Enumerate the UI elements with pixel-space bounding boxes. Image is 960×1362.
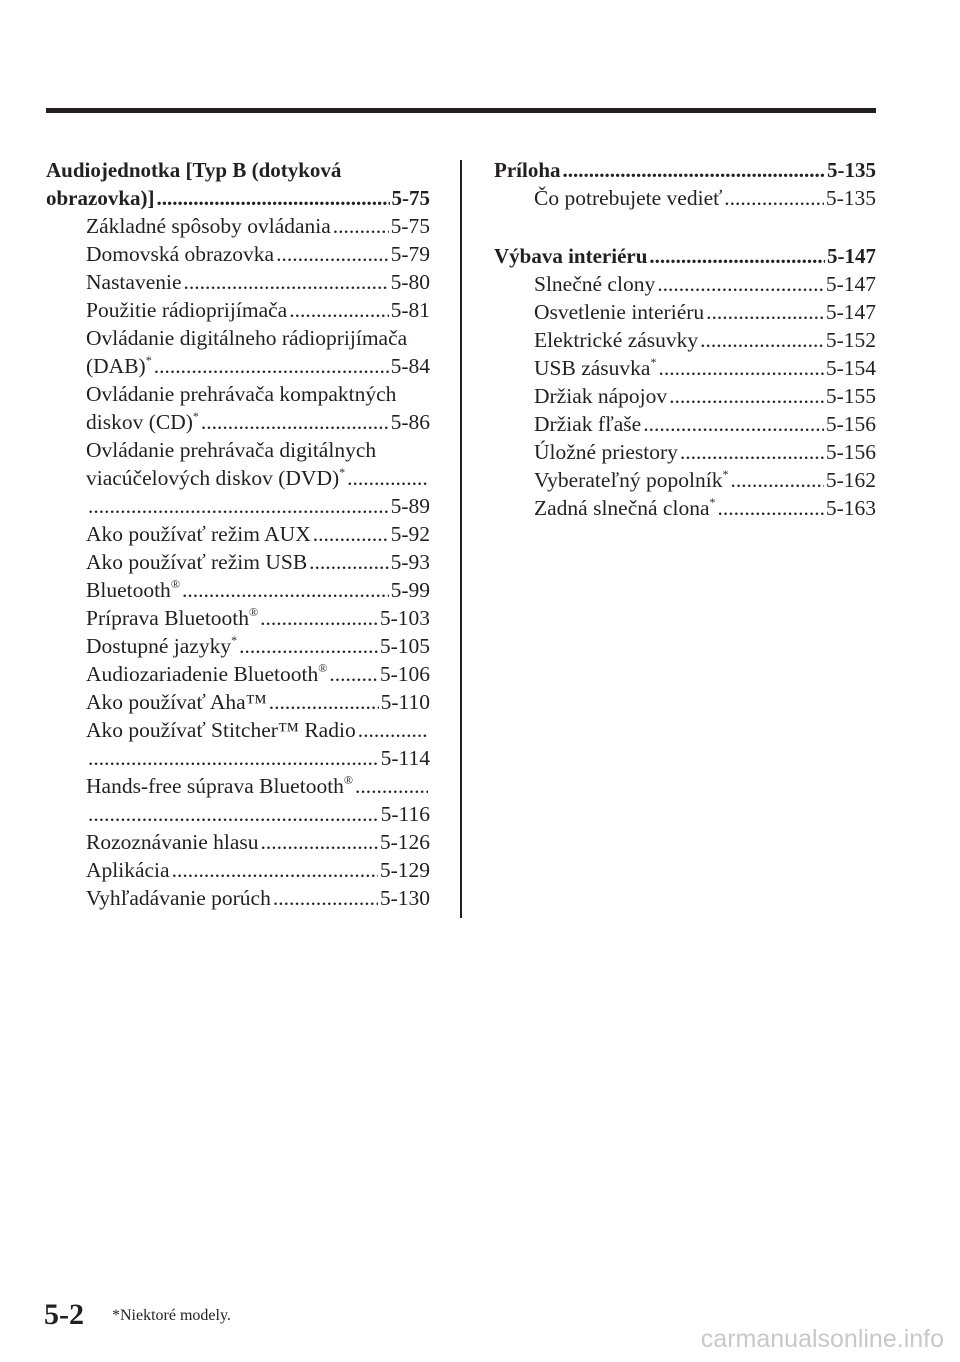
toc-entry[interactable] [46,856,430,884]
toc-page: 5-79 [390,242,430,266]
toc-entry[interactable] [46,632,430,660]
toc-title-text: viacúčelových diskov (DVD) [86,466,340,490]
toc-title [534,466,728,494]
toc-leader [88,744,379,772]
toc-entry[interactable] [494,410,876,438]
appendix-toc-list [494,184,876,212]
watermark: carmanualsonline.info [700,1325,944,1353]
toc-title-text: Nastavenie [86,270,182,294]
toc-leader [201,408,389,436]
toc-entry[interactable] [46,576,430,604]
toc-leader [643,410,824,438]
toc-title-text: Základné spôsoby ovládania [86,214,331,238]
toc-leader [88,800,379,828]
toc-title [86,716,356,744]
toc-page: 5-86 [390,410,430,434]
toc-title [534,298,704,326]
toc-title-text: USB zásuvka [534,356,651,380]
toc-title-text: Audiozariadenie Bluetooth [86,662,319,686]
toc-entry[interactable] [46,268,430,296]
toc-entry[interactable] [494,382,876,410]
toc-entry[interactable] [46,688,430,716]
toc-title [86,660,327,688]
toc-page: 5-75 [390,214,430,238]
toc-leader [154,352,389,380]
interior-toc-list [494,270,876,522]
toc-title [86,520,311,548]
toc-title [534,494,716,522]
toc-leader [718,494,824,522]
toc-entry[interactable] [46,772,430,800]
toc-leader [333,212,389,240]
toc-leader [329,660,377,688]
toc-title-text: Čo potrebujete vedieť [534,186,723,210]
toc-title-text: Slnečné clony [534,272,656,296]
toc-page: 5-93 [390,550,430,574]
toc-leader [649,242,825,270]
toc-page: 5-130 [379,886,430,910]
toc-leader [172,856,378,884]
toc-title-text: Elektrické zásuvky [534,328,699,352]
toc-leader [289,296,388,324]
toc-title [86,212,331,240]
footnote-asterisk: * [650,354,657,369]
toc-title [86,772,353,800]
toc-page: 5-110 [380,690,430,714]
toc-title [534,184,722,212]
toc-wrapped-line: Ovládanie digitálneho rádioprijímača [86,326,408,350]
toc-title [86,688,267,716]
toc-title-text: Osvetlenie interiéru [534,300,705,324]
toc-entry[interactable] [46,408,430,436]
left-toc-list [46,212,430,912]
toc-title-text: Zadná slnečná clona [534,496,710,520]
toc-page: 5-99 [390,578,430,602]
toc-title [534,326,698,354]
toc-page: 5-114 [380,746,430,770]
toc-page: 5-155 [825,384,876,408]
toc-title-text: Dostupné jazyky [86,634,232,658]
toc-leader [724,184,824,212]
toc-leader [260,604,378,632]
registered-mark: ® [249,604,259,619]
toc-entry[interactable] [46,744,430,772]
section-gap [494,212,876,242]
toc-page: 5-75 [391,186,430,210]
toc-entry[interactable] [494,466,876,494]
toc-leader [269,688,379,716]
toc-page: 5-163 [825,496,876,520]
top-rule [46,108,876,113]
toc-entry[interactable] [494,354,876,382]
toc-title-text: Príprava Bluetooth [86,606,250,630]
toc-title [86,856,170,884]
toc-leader [157,184,390,212]
toc-title [86,548,307,576]
toc-page: 5-92 [390,522,430,546]
page-number: 5-2 [44,1298,84,1331]
toc-leader [239,632,378,660]
toc-leader [313,520,389,548]
toc-leader [669,382,824,410]
toc-entry[interactable] [46,800,430,828]
toc-leader [706,298,824,326]
toc-entry[interactable] [46,464,430,492]
toc-title-text: Vyhľadávanie porúch [86,886,271,910]
toc-page: 5-147 [825,300,876,324]
toc-entry[interactable] [46,352,430,380]
toc-title-text: Ako používať Stitcher™ Radio [86,718,356,742]
footnote-asterisk: * [145,352,152,367]
heading-audio-unit-line2[interactable] [46,184,430,212]
right-column [494,156,876,522]
footnote-asterisk: * [231,632,238,647]
toc-title [86,828,259,856]
toc-title [86,464,345,492]
toc-leader [182,576,389,604]
footnote-asterisk: * [339,464,346,479]
toc-leader [657,270,824,298]
toc-entry[interactable] [494,298,876,326]
toc-leader [358,716,428,744]
registered-mark: ® [343,772,354,787]
toc-title-text: Hands-free súprava Bluetooth [86,774,344,798]
toc-title [86,408,199,436]
footnote-asterisk: * [709,494,716,509]
toc-entry[interactable] [46,520,430,548]
toc-entry[interactable] [46,660,430,688]
toc-entry[interactable] [494,326,876,354]
toc-entry[interactable] [494,270,876,298]
toc-entry[interactable] [494,184,876,212]
toc-page: 5-156 [825,412,876,436]
column-divider [460,160,462,918]
toc-title [86,352,152,380]
toc-page: 5-84 [390,354,430,378]
toc-title-text: Úložné priestory [534,440,678,464]
toc-title-text: Rozoznávanie hlasu [86,830,259,854]
toc-title [86,296,287,324]
toc-title [86,884,271,912]
toc-entry[interactable] [46,492,430,520]
toc-title-text: Držiak fľaše [534,412,642,436]
toc-entry[interactable] [46,604,430,632]
toc-leader [273,884,378,912]
heading-interior-equipment[interactable] [494,242,876,270]
toc-page: 5-81 [390,298,430,322]
heading-audio-unit-line1: Audiojednotka [Typ B (dotyková [46,158,342,182]
toc-page: 5-135 [827,158,876,182]
footnote-asterisk: * [722,466,729,481]
toc-entry[interactable] [46,548,430,576]
toc-title [86,632,237,660]
toc-leader [680,438,824,466]
toc-leader [276,240,389,268]
toc-title [86,576,180,604]
toc-title [534,354,656,382]
toc-leader [88,492,389,520]
toc-entry[interactable] [494,438,876,466]
toc-wrapped-line: Ovládanie prehrávača kompaktných [86,382,397,406]
registered-mark: ® [170,576,180,591]
footnote: *Niektoré modely. [112,1307,231,1324]
toc-title-text: Ako používať Aha™ [86,690,267,714]
toc-entry[interactable] [46,716,430,744]
toc-title-text: Vyberateľný popolník [534,468,723,492]
toc-page: 5-147 [825,272,876,296]
registered-mark: ® [318,660,328,675]
toc-entry[interactable] [46,884,430,912]
toc-page: 5-80 [390,270,430,294]
toc-title: obrazovka)] [46,186,155,210]
toc-entry[interactable] [494,494,876,522]
toc-title [534,270,655,298]
toc-title [534,410,641,438]
left-column [46,156,430,912]
toc-leader [355,772,428,800]
toc-leader [184,268,389,296]
toc-entry[interactable] [46,296,430,324]
toc-page: 5-126 [379,830,430,854]
toc-title [86,240,274,268]
toc-title-text: Bluetooth [86,578,171,602]
toc-page: 5-89 [390,494,430,518]
toc-title-text: Ako používať režim USB [86,550,308,574]
toc-page: 5-162 [825,468,876,492]
toc-wrapped-line: Ovládanie prehrávača digitálnych [86,438,377,462]
toc-title: Výbava interiéru [494,244,648,268]
toc-title [86,268,182,296]
toc-title-text: (DAB) [86,354,146,378]
toc-title [534,382,667,410]
toc-page: 5-135 [825,186,876,210]
toc-page: 5-154 [825,356,876,380]
toc-entry[interactable] [46,828,430,856]
toc-leader [658,354,823,382]
toc-title [86,604,258,632]
toc-page: 5-103 [379,606,430,630]
toc-leader [309,548,388,576]
toc-page: 5-129 [379,858,430,882]
toc-leader [261,828,378,856]
toc-page: 5-106 [379,662,430,686]
toc-page: 5-116 [380,802,430,826]
toc-page: 5-156 [825,440,876,464]
toc-leader [347,464,428,492]
toc-title-text: Domovská obrazovka [86,242,275,266]
toc-title-text: Aplikácia [86,858,170,882]
toc-title-text: Držiak nápojov [534,384,668,408]
toc-page: 5-147 [827,244,876,268]
footnote-asterisk: * [192,408,199,423]
toc-title-text: Ako používať režim AUX [86,522,311,546]
toc-page: 5-152 [825,328,876,352]
toc-page: 5-105 [379,634,430,658]
toc-leader [700,326,824,354]
toc-entry[interactable] [46,212,430,240]
toc-leader [563,156,826,184]
toc-title: Príloha [494,158,561,182]
toc-leader [730,466,823,494]
toc-title [534,438,678,466]
toc-title-text: diskov (CD) [86,410,193,434]
toc-entry[interactable] [46,240,430,268]
toc-title-text: Použitie rádioprijímača [86,298,288,322]
heading-appendix[interactable] [494,156,876,184]
